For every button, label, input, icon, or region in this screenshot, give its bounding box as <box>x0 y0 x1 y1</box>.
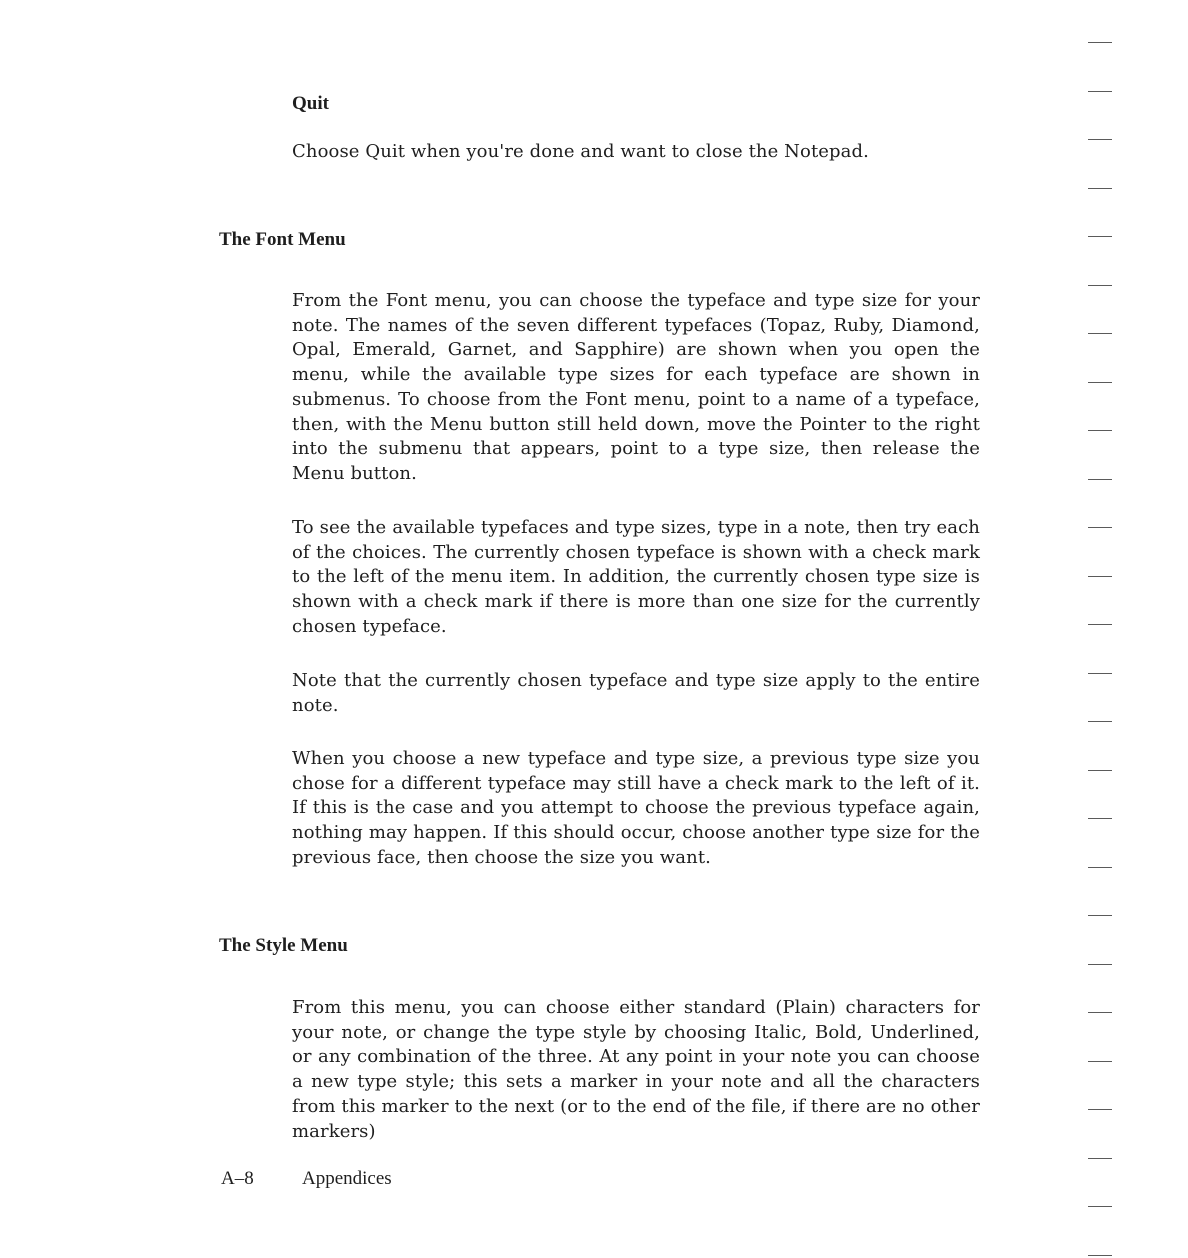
edge-tick <box>1088 1158 1112 1159</box>
edge-tick <box>1088 139 1112 140</box>
edge-tick <box>1088 285 1112 286</box>
edge-tick <box>1088 867 1112 868</box>
edge-tick <box>1088 1255 1112 1256</box>
edge-tick <box>1088 964 1112 965</box>
edge-tick <box>1088 527 1112 528</box>
edge-tick <box>1088 333 1112 334</box>
page-edge-ticks <box>1088 0 1188 1258</box>
font-menu-paragraph-3: Note that the currently chosen typeface and type size apply to the entire note. <box>292 670 980 716</box>
font-menu-paragraph-1: From the Font menu, you can choose the typeface and type size for your note. The names of the seven different typefaces (Topaz, Ruby, Diamond, Opal, Emerald, Garnet, and Sapphire) are shown when you open the menu, while the available type sizes for each typeface are shown in submenus. To choose from the Font menu, point to a name of a typeface, then, with the Menu button still held down, move the Pointer to the right into the submenu that appears, point to a type size, then release the Menu button. <box>292 290 980 484</box>
edge-tick <box>1088 479 1112 480</box>
footer-page-number: A–8 <box>221 1168 254 1189</box>
edge-tick <box>1088 42 1112 43</box>
edge-tick <box>1088 382 1112 383</box>
edge-tick <box>1088 1109 1112 1110</box>
font-menu-paragraph-2: To see the available typefaces and type sizes, type in a note, then try each of the choices. The currently chosen typeface is shown with a check mark to the left of the menu item. In addition, the currently chosen type size is shown with a check mark if there is more than one size for the currently chosen typeface. <box>292 517 980 637</box>
edge-tick <box>1088 576 1112 577</box>
edge-tick <box>1088 430 1112 431</box>
style-menu-paragraph-1: From this menu, you can choose either standard (Plain) characters for your note, or change the type style by choosing Italic, Bold, Underlined, or any combination of the three. At any point in your note you can choose a new type style; this sets a marker in your note and all the characters from this marker to the next (or to the end of the file, if there are no other markers) <box>292 997 980 1142</box>
edge-tick <box>1088 915 1112 916</box>
edge-tick <box>1088 188 1112 189</box>
edge-tick <box>1088 624 1112 625</box>
style-menu-title: The Style Menu <box>219 935 348 956</box>
quit-heading: Quit <box>292 93 329 114</box>
edge-tick <box>1088 673 1112 674</box>
edge-tick <box>1088 721 1112 722</box>
font-menu-paragraph-4: When you choose a new typeface and type size, a previous type size you chose for a different typeface may still have a check mark to the left of it. If this is the case and you attempt to choose the previous typeface again, nothing may happen. If this should occur, choose another type size for the previous face, then choose the size you want. <box>292 748 980 868</box>
edge-tick <box>1088 91 1112 92</box>
edge-tick <box>1088 770 1112 771</box>
font-menu-title: The Font Menu <box>219 229 346 250</box>
edge-tick <box>1088 236 1112 237</box>
quit-paragraph: Choose Quit when you're done and want to close the Notepad. <box>292 141 869 162</box>
edge-tick <box>1088 818 1112 819</box>
edge-tick <box>1088 1061 1112 1062</box>
edge-tick <box>1088 1206 1112 1207</box>
footer-section: Appendices <box>302 1168 392 1189</box>
edge-tick <box>1088 1012 1112 1013</box>
